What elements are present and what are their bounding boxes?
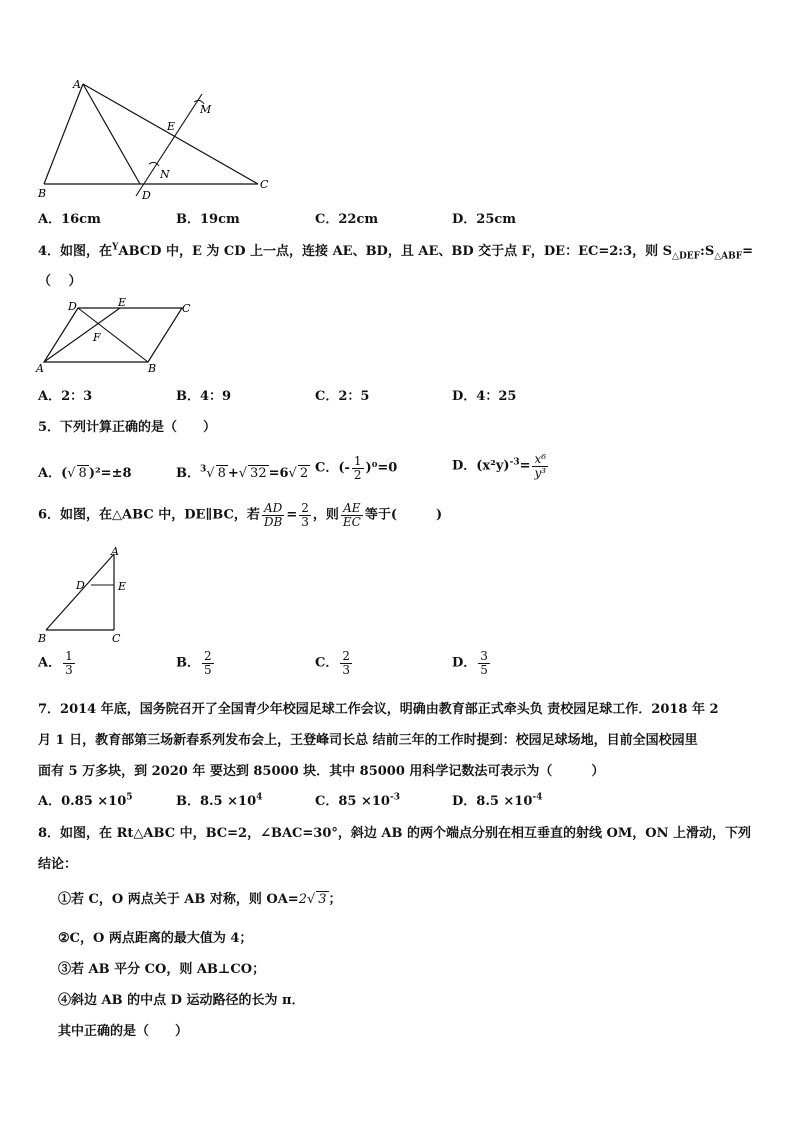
q8-line-2: 结论：: [38, 857, 78, 872]
q4-answer-paren: （ ）: [38, 274, 82, 289]
q6-f1-denominator: DB: [263, 514, 283, 529]
q5-b-radicand: 8: [217, 466, 226, 481]
q8-conclusion-1: [58, 888, 342, 907]
q8-closing: 其中正确的是（ ）: [58, 1024, 189, 1039]
q7-option-c[interactable]: [315, 790, 400, 809]
fig3-label-m: M: [200, 103, 212, 116]
figure-q4-parallelogram: [30, 296, 200, 376]
q5-option-c[interactable]: [315, 455, 397, 481]
q4-option-a[interactable]: A．2：3: [38, 389, 93, 404]
sqrt-symbol: √: [288, 466, 297, 481]
q5-b-part: +: [227, 466, 239, 481]
q4-option-b[interactable]: B．4：9: [176, 389, 232, 404]
q6-c-fraction: [340, 650, 352, 676]
q5-a-radicand: 8: [78, 466, 87, 481]
q5-c-numerator: 1: [353, 454, 362, 468]
q5-d-denominator: y³: [534, 465, 547, 480]
figure-q6-triangle: [34, 544, 144, 646]
q6-c-denominator: 3: [342, 662, 350, 677]
q7-option-b[interactable]: [176, 790, 262, 809]
q7-b-base: B．8.5 ×10: [176, 794, 257, 809]
q6-option-c[interactable]: [315, 650, 354, 676]
q6-fraction-ad-db: [262, 502, 284, 528]
q8-c1-part: ①若 C，O 两点关于 AB 对称，则 OA=: [58, 892, 299, 907]
fig3-label-n: N: [160, 168, 170, 181]
sqrt-symbol: √: [206, 466, 215, 481]
q7-b-exponent: 4: [256, 792, 263, 803]
q7-d-base: D．8.5 ×10: [452, 794, 533, 809]
q6-b-numerator: 2: [204, 649, 212, 663]
q8-c1-radicand: 3: [318, 892, 327, 907]
q6-d-denominator: 5: [480, 662, 488, 677]
q3-option-a[interactable]: A．16cm: [38, 212, 101, 227]
q5-b-root-index: 3: [200, 464, 207, 475]
q4-stem: [38, 240, 753, 262]
fig3-label-c: C: [260, 178, 269, 191]
q7-option-d[interactable]: [452, 790, 542, 809]
fig4-label-a: A: [36, 362, 44, 375]
q6-option-a[interactable]: [38, 650, 77, 676]
q8-conclusion-3: ③若 AB 平分 CO，则 AB⊥CO；: [58, 962, 266, 977]
q5-c-part: )⁰=0: [365, 460, 398, 476]
q6-d-fraction: [478, 650, 490, 676]
fig3-label-a: A: [73, 78, 81, 91]
q5-b-radicand: 2: [299, 466, 309, 481]
sqrt-symbol: √: [67, 466, 76, 481]
fig4-label-b: B: [148, 362, 157, 375]
q3-option-c[interactable]: C．22cm: [315, 212, 379, 227]
figure-q3-triangle: [30, 72, 290, 202]
q6-a-prefix: A．: [38, 655, 62, 671]
q5-a-part: )²=±8: [88, 466, 132, 481]
q4-stem-part: :S: [700, 244, 715, 259]
q5-c-fraction: [352, 455, 364, 481]
q6-b-prefix: B．: [176, 655, 200, 671]
q3-option-d[interactable]: D．25cm: [452, 212, 517, 227]
q5-b-radicand: 32: [250, 466, 267, 481]
q4-stem-part: ABCD 中，E 为 CD 上一点，连接 AE、BD，且 AE、BD 交于点 F，DE：EC=2:3，则 S: [118, 244, 673, 259]
q4-sub-def: △DEF: [672, 251, 701, 262]
q7-a-base: A．0.85 ×10: [38, 794, 127, 809]
q6-stem-part: 6．如图，在△ABC 中，DE∥BC，若: [38, 507, 260, 523]
q5-a-part: A．(: [38, 466, 68, 481]
q6-c-prefix: C．: [315, 655, 339, 671]
q5-d-fraction: [532, 453, 548, 479]
q8-conclusion-4: ④斜边 AB 的中点 D 运动路径的长为 π．: [58, 993, 305, 1008]
fig6-label-d: D: [76, 579, 85, 592]
q5-b-part: =6: [268, 466, 289, 481]
sqrt-symbol: √: [306, 892, 316, 907]
q6-b-fraction: [202, 650, 214, 676]
fig6-label-a: A: [111, 545, 119, 558]
q7-line-2: 月 1 日，教育部第三场新春系列发布会上，王登峰司长总 结前三年的工作时提到：校园足球场地，目前全国校园里: [38, 733, 698, 748]
q7-line-3: 面有 5 万多块，到 2020 年 要达到 85000 块．其中 85000 用科学记数法可表示为（ ）: [38, 764, 605, 779]
fig6-label-e: E: [118, 580, 127, 593]
fig3-label-d: D: [142, 189, 151, 202]
q6-f3-denominator: EC: [342, 514, 361, 529]
q6-a-denominator: 3: [65, 662, 73, 677]
q3-option-b[interactable]: B．19cm: [176, 212, 240, 227]
q6-d-prefix: D．: [452, 655, 477, 671]
q6-stem-part: ，则: [312, 507, 339, 523]
fig3-label-b: B: [38, 187, 47, 200]
fig4-label-f: F: [93, 331, 101, 344]
q5-option-a[interactable]: [38, 462, 132, 481]
q7-line-1: 7．2014 年底，国务院召开了全国青少年校园足球工作会议，明确由教育部正式牵头负 责校园足球工作．2018 年 2: [38, 702, 719, 717]
sqrt-symbol: √: [238, 466, 248, 481]
fig3-label-e: E: [167, 120, 176, 133]
q6-f3-numerator: AE: [341, 502, 363, 516]
q5-d-part: =: [519, 458, 531, 474]
q7-d-exponent: -4: [532, 792, 543, 803]
q6-stem: [38, 502, 442, 528]
q8-c1-coefficient: 2: [298, 892, 307, 907]
fig6-label-b: B: [38, 632, 47, 645]
q6-f1-numerator: AD: [262, 502, 284, 516]
q4-stem-part: =: [742, 244, 754, 259]
fig4-label-e: E: [118, 296, 127, 309]
q6-f2-denominator: 3: [301, 514, 309, 529]
q8-c1-part: ；: [328, 892, 342, 907]
q6-f2-numerator: 2: [301, 501, 309, 515]
q7-c-base: C．85 ×10: [315, 794, 390, 809]
q5-d-numerator: x⁶: [532, 453, 548, 467]
q6-fraction-2-3: [299, 502, 311, 528]
q5-stem: 5．下列计算正确的是（ ）: [38, 420, 217, 435]
q6-a-fraction: [63, 650, 75, 676]
q5-d-part: D．(x²y): [452, 458, 510, 474]
q6-option-d[interactable]: [452, 650, 492, 676]
q5-d-exponent: -3: [509, 457, 520, 468]
q5-c-denominator: 2: [353, 467, 362, 482]
q4-option-d[interactable]: D．4：25: [452, 389, 517, 404]
q7-a-exponent: 5: [126, 792, 133, 803]
q6-stem-part: 等于( ): [364, 507, 443, 523]
q5-b-part: B．: [176, 466, 200, 481]
q5-option-d[interactable]: [452, 453, 550, 479]
q4-stem-part: 4．如图，在: [38, 244, 113, 259]
q6-stem-part: =: [286, 507, 298, 523]
fig4-label-d: D: [68, 300, 77, 313]
q5-c-part: C．(-: [315, 460, 350, 476]
q4-sub-abf: △ABF: [714, 251, 743, 262]
q4-option-c[interactable]: C．2：5: [315, 389, 370, 404]
q5-option-b[interactable]: [176, 462, 310, 481]
q6-a-numerator: 1: [65, 649, 73, 663]
parallelogram-symbol: Y: [112, 242, 119, 253]
q6-c-numerator: 2: [342, 649, 350, 663]
fig4-label-c: C: [182, 302, 191, 315]
q6-fraction-ae-ec: [341, 502, 363, 528]
q7-c-exponent: -3: [389, 792, 400, 803]
q6-option-b[interactable]: [176, 650, 216, 676]
q6-d-numerator: 3: [480, 649, 488, 663]
q8-line-1: 8．如图，在 Rt△ABC 中，BC=2，∠BAC=30°，斜边 AB 的两个端点分别在相互垂直的射线 OM，ON 上滑动，下列: [38, 826, 751, 841]
q8-conclusion-2: ②C，O 两点距离的最大值为 4；: [58, 931, 253, 946]
q7-option-a[interactable]: [38, 790, 133, 809]
fig6-label-c: C: [112, 632, 121, 645]
q6-b-denominator: 5: [204, 662, 212, 677]
